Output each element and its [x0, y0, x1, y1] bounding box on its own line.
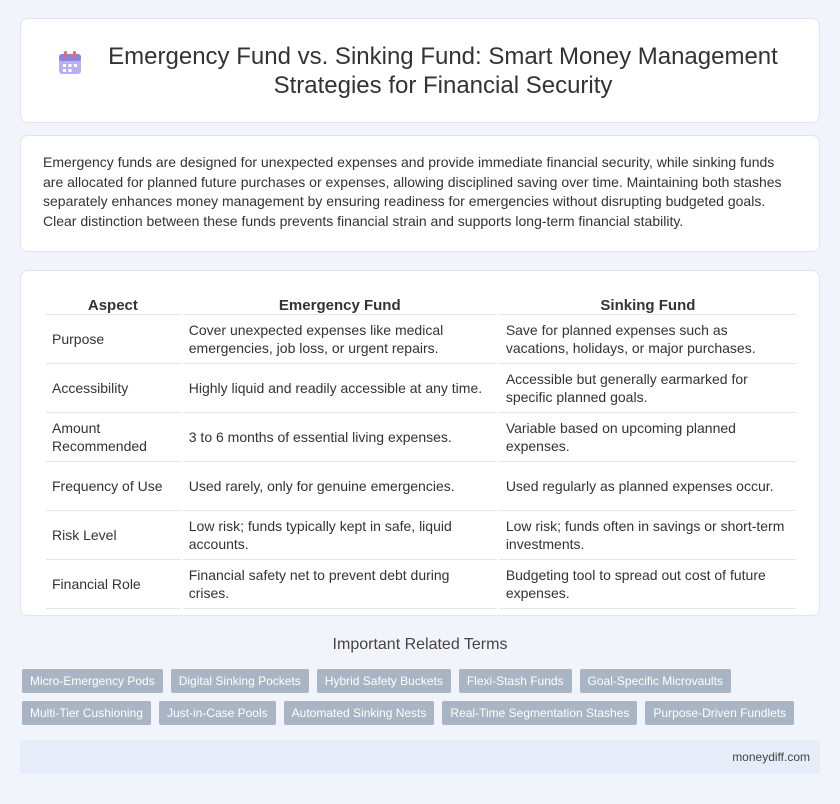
sinking-fund-cell: Budgeting tool to spread out cost of future expenses. [500, 560, 796, 609]
aspect-cell: Frequency of Use [46, 462, 180, 511]
related-term-tag[interactable]: Digital Sinking Pockets [171, 669, 309, 693]
header-aspect: Aspect [46, 289, 180, 315]
related-term-tag[interactable]: Multi-Tier Cushioning [22, 701, 151, 725]
table-row [46, 462, 796, 511]
tag-row [22, 669, 802, 693]
aspect-cell: Purpose [46, 315, 180, 364]
calendar-icon [57, 50, 83, 76]
aspect-cell: Amount Recommended [46, 413, 180, 462]
table-row [46, 511, 796, 560]
footer-site[interactable]: moneydiff.com [732, 750, 810, 764]
related-term-tag[interactable]: Micro-Emergency Pods [22, 669, 163, 693]
table-row [46, 315, 796, 364]
header-sinking-fund: Sinking Fund [500, 289, 796, 315]
aspect-cell: Accessibility [46, 364, 180, 413]
footer [20, 740, 820, 774]
intro-card [20, 135, 820, 252]
emergency-fund-cell: Highly liquid and readily accessible at any time. [183, 364, 497, 413]
sinking-fund-cell: Variable based on upcoming planned expenses. [500, 413, 796, 462]
related-term-tag[interactable]: Goal-Specific Microvaults [580, 669, 731, 693]
aspect-cell: Financial Role [46, 560, 180, 609]
emergency-fund-cell: Cover unexpected expenses like medical emergencies, job loss, or urgent repairs. [183, 315, 497, 364]
comparison-table [43, 289, 799, 609]
emergency-fund-cell: Used rarely, only for genuine emergencies. [183, 462, 497, 511]
header-emergency-fund: Emergency Fund [183, 289, 497, 315]
related-term-tag[interactable]: Real-Time Segmentation Stashes [442, 701, 637, 725]
sinking-fund-cell: Accessible but generally earmarked for specific planned goals. [500, 364, 796, 413]
emergency-fund-cell: Low risk; funds typically kept in safe, liquid accounts. [183, 511, 497, 560]
emergency-fund-cell: Financial safety net to prevent debt during crises. [183, 560, 497, 609]
related-term-tag[interactable]: Purpose-Driven Fundlets [645, 701, 794, 725]
related-term-tag[interactable]: Hybrid Safety Buckets [317, 669, 451, 693]
table-row [46, 560, 796, 609]
sinking-fund-cell: Used regularly as planned expenses occur. [500, 462, 796, 511]
table-row [46, 364, 796, 413]
emergency-fund-cell: 3 to 6 months of essential living expenses. [183, 413, 497, 462]
comparison-card [20, 270, 820, 616]
sinking-fund-cell: Low risk; funds often in savings or short-term investments. [500, 511, 796, 560]
header-card [20, 18, 820, 123]
related-term-tag[interactable]: Just-in-Case Pools [159, 701, 276, 725]
related-terms [22, 669, 802, 733]
page-title: Emergency Fund vs. Sinking Fund: Smart Money Management Strategies for Financial Security [108, 42, 778, 99]
table-row [46, 413, 796, 462]
related-term-tag[interactable]: Automated Sinking Nests [284, 701, 435, 725]
intro-text: Emergency funds are designed for unexpected expenses and provide immediate financial security, while sinking funds are allocated for planned future purchases or expenses, allowing disciplined saving over time. Maintaining both stashes separately enhances money management by ensuring readiness for emergencies without disrupting budgeted goals. Clear distinction between these funds prevents financial strain and supports long-term financial stability. [43, 154, 782, 229]
tag-row [22, 701, 802, 725]
sinking-fund-cell: Save for planned expenses such as vacations, holidays, or major purchases. [500, 315, 796, 364]
related-term-tag[interactable]: Flexi-Stash Funds [459, 669, 572, 693]
aspect-cell: Risk Level [46, 511, 180, 560]
related-terms-title: Important Related Terms [332, 636, 508, 653]
table-header-row [46, 289, 796, 315]
